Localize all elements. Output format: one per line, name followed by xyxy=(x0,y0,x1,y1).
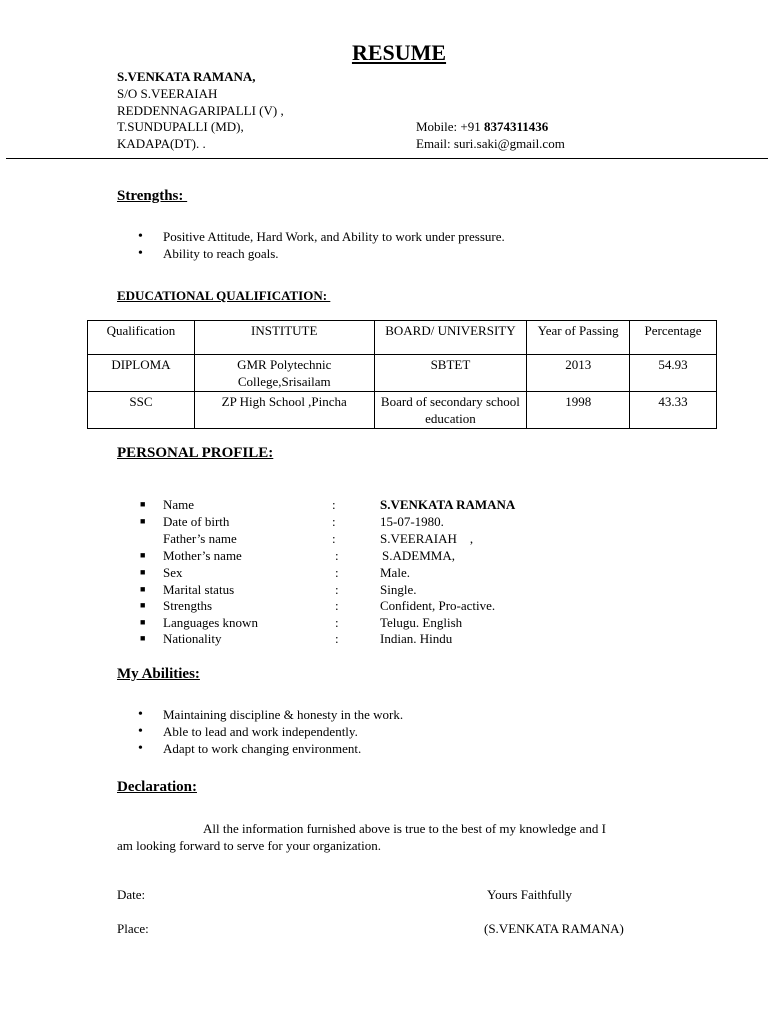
colon-separator: : xyxy=(335,615,339,630)
header-divider xyxy=(6,158,768,159)
profile-row xyxy=(140,564,640,581)
place-label: Place: xyxy=(117,921,149,936)
column-header: Percentage xyxy=(630,321,717,355)
profile-label: Marital status xyxy=(163,582,235,597)
personal-profile-heading: PERSONAL PROFILE: xyxy=(117,445,274,461)
mobile-label: Mobile: +91 xyxy=(416,119,484,134)
list-item: • Ability to reach goals. xyxy=(117,245,505,262)
profile-row xyxy=(140,547,640,564)
table-cell: ZP High School ,Pincha xyxy=(194,392,374,429)
square-bullet-icon: ■ xyxy=(140,499,146,509)
square-bullet-icon: ■ xyxy=(140,600,146,610)
signature-name: (S.VENKATA RAMANA) xyxy=(484,921,624,936)
square-bullet-icon: ■ xyxy=(140,584,146,594)
square-bullet-icon: ■ xyxy=(140,550,146,560)
colon-separator: : xyxy=(335,582,339,597)
profile-label: Nationality xyxy=(163,631,222,646)
list-item: • Able to lead and work independently. xyxy=(117,723,403,740)
colon-separator: : xyxy=(335,631,339,646)
profile-row xyxy=(140,530,640,547)
profile-value: S.VEERAIAH , xyxy=(380,531,474,546)
table-cell: SSC xyxy=(88,392,195,429)
table-cell: 43.33 xyxy=(630,392,717,429)
closing-text: Yours Faithfully xyxy=(487,887,573,902)
table-row xyxy=(88,355,717,392)
profile-value: Male. xyxy=(380,565,410,580)
colon-separator: : xyxy=(335,565,339,580)
list-item: • Positive Attitude, Hard Work, and Ability to work under pressure. xyxy=(117,228,505,245)
colon-separator: : xyxy=(335,548,339,563)
profile-value: S.VENKATA RAMANA xyxy=(380,497,516,512)
profile-label: Sex xyxy=(163,565,183,580)
colon-separator: : xyxy=(335,598,339,613)
square-bullet-icon: ■ xyxy=(140,516,146,526)
profile-row xyxy=(140,581,640,598)
square-bullet-icon: ■ xyxy=(140,633,146,643)
strengths-heading: Strengths: xyxy=(117,188,188,204)
profile-value: Confident, Pro-active. xyxy=(380,598,496,613)
table-cell: DIPLOMA xyxy=(88,355,195,392)
date-label: Date: xyxy=(117,887,146,902)
table-cell: 1998 xyxy=(527,392,630,429)
candidate-name: S.VENKATA RAMANA, xyxy=(117,69,256,84)
profile-row xyxy=(140,513,640,530)
declaration-text: All the information furnished above is true to the best of my knowledge and I xyxy=(203,821,606,836)
abilities-list xyxy=(117,706,403,757)
colon-separator: : xyxy=(332,531,336,546)
table-cell: SBTET xyxy=(374,355,527,392)
email-line: Email: suri.saki@gmail.com xyxy=(416,136,565,151)
profile-label: Languages known xyxy=(163,615,258,630)
address-line: REDDENNAGARIPALLI (V) , xyxy=(117,103,284,118)
profile-label: Mother’s name xyxy=(163,548,242,563)
table-row xyxy=(88,392,717,429)
declaration-heading: Declaration: xyxy=(117,779,197,795)
profile-label: Strengths xyxy=(163,598,213,613)
column-header: BOARD/ UNIVERSITY xyxy=(374,321,527,355)
profile-label: Name xyxy=(163,497,195,512)
profile-row xyxy=(140,597,640,614)
profile-label: Father’s name xyxy=(163,531,237,546)
column-header: Qualification xyxy=(88,321,195,355)
address-line: KADAPA(DT). . xyxy=(117,136,206,151)
table-header-row xyxy=(88,321,717,355)
square-bullet-icon: ■ xyxy=(140,617,146,627)
address-line: S/O S.VEERAIAH xyxy=(117,86,218,101)
resume-title: RESUME xyxy=(351,40,447,65)
profile-value: Telugu. English xyxy=(380,615,463,630)
column-header: Year of Passing xyxy=(527,321,630,355)
list-item: • Maintaining discipline & honesty in the work. xyxy=(117,706,403,723)
education-table xyxy=(87,320,717,429)
colon-separator: : xyxy=(332,514,336,529)
profile-value: Single. xyxy=(380,582,417,597)
column-header: INSTITUTE xyxy=(194,321,374,355)
square-bullet-icon: ■ xyxy=(140,567,146,577)
table-cell: GMR Polytechnic College,Srisailam xyxy=(194,355,374,392)
profile-row xyxy=(140,630,640,647)
table-cell: 2013 xyxy=(527,355,630,392)
table-cell: 54.93 xyxy=(630,355,717,392)
mobile-line xyxy=(416,118,548,135)
strengths-list xyxy=(117,228,505,262)
profile-value: S.ADEMMA, xyxy=(382,548,455,563)
profile-row xyxy=(140,496,640,513)
profile-label: Date of birth xyxy=(163,514,230,529)
address-line: T.SUNDUPALLI (MD), xyxy=(117,119,244,134)
list-item: • Adapt to work changing environment. xyxy=(117,740,403,757)
mobile-number: 8374311436 xyxy=(484,119,549,134)
education-heading: EDUCATIONAL QUALIFICATION: xyxy=(117,288,331,303)
declaration-text: am looking forward to serve for your organization. xyxy=(117,838,382,853)
abilities-heading: My Abilities: xyxy=(117,666,200,682)
profile-row xyxy=(140,614,640,631)
table-cell: Board of secondary school education xyxy=(374,392,527,429)
profile-value: Indian. Hindu xyxy=(380,631,453,646)
colon-separator: : xyxy=(332,497,336,512)
profile-value: 15-07-1980. xyxy=(380,514,444,529)
